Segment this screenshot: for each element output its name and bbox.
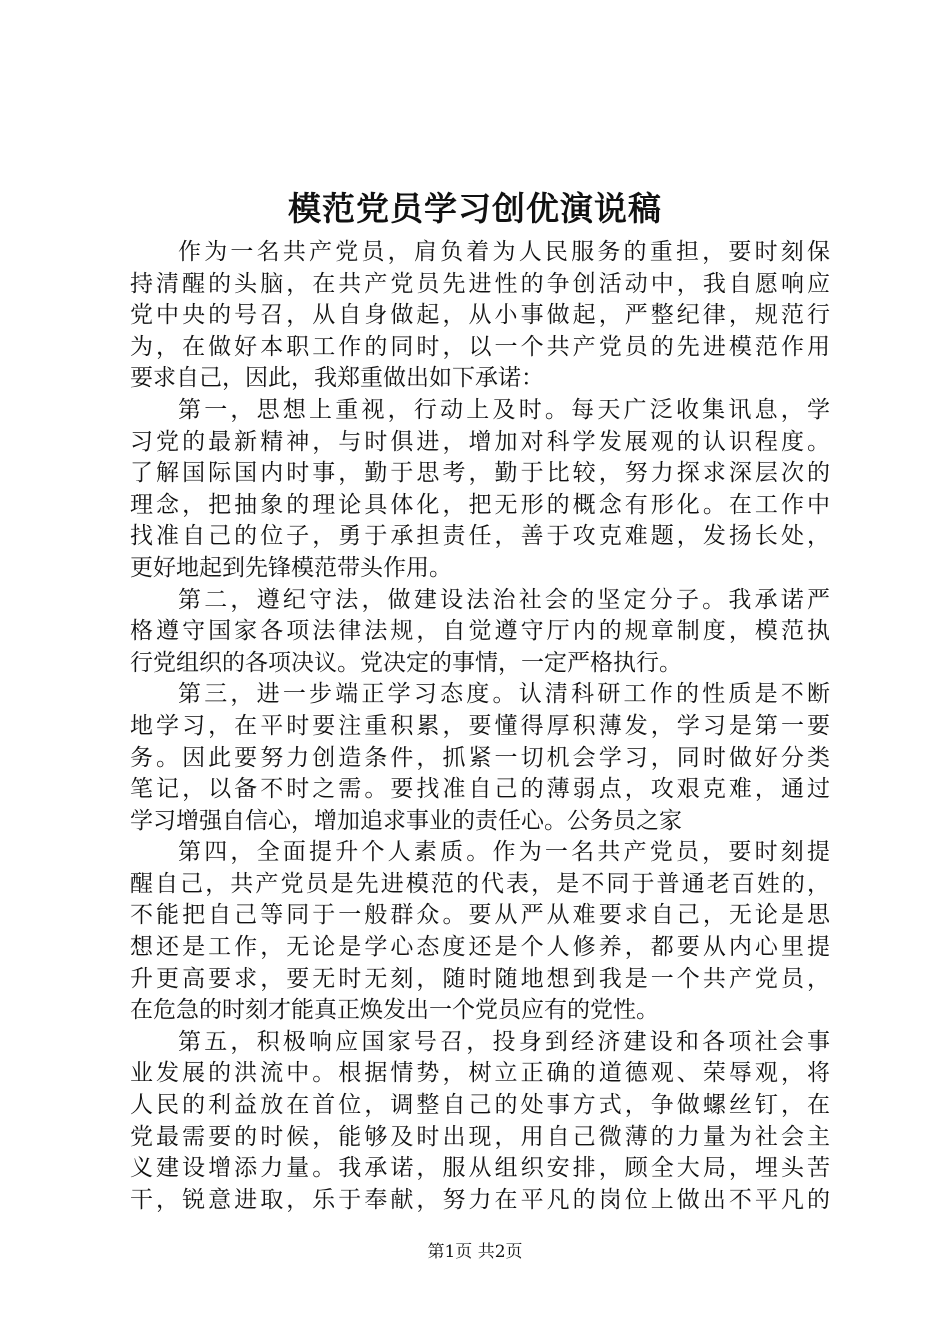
text-line: 人民的利益放在首位，调整自己的处事方式，争做螺丝钉，在: [130, 1092, 830, 1119]
text-line: 学习增强自信心，增加追求事业的责任心。公务员之家: [130, 807, 682, 834]
text-line: 第一，思想上重视，行动上及时。每天广泛收集讯息，学: [178, 396, 830, 423]
text-line: 想还是工作，无论是学心态度还是个人修养，都要从内心里提: [130, 934, 830, 961]
document-body: [130, 237, 830, 1216]
text-line: 地学习，在平时要注重积累，要懂得厚积薄发，学习是第一要: [130, 712, 830, 739]
paragraph-6: [130, 1027, 830, 1217]
text-line: 为，在做好本职工作的同时，以一个共产党员的先进模范作用: [130, 333, 830, 360]
paragraph-3: [130, 585, 830, 680]
text-line: 要求自己，因此，我郑重做出如下承诺：: [130, 365, 544, 392]
text-line: 格遵守国家各项法律法规，自觉遵守厅内的规章制度，模范执: [130, 618, 830, 645]
paragraph-4: [130, 679, 830, 837]
text-line: 行党组织的各项决议。党决定的事情，一定严格执行。: [130, 649, 682, 676]
text-line: 干，锐意进取，乐于奉献，努力在平凡的岗位上做出不平凡的: [130, 1186, 830, 1213]
text-line: 第三，进一步端正学习态度。认清科研工作的性质是不断: [178, 681, 830, 708]
text-line: 党最需要的时候，能够及时出现，用自己微薄的力量为社会主: [130, 1123, 830, 1150]
text-line: 义建设增添力量。我承诺，服从组织安排，顾全大局，埋头苦: [130, 1155, 830, 1182]
text-line: 了解国际国内时事，勤于思考，勤于比较，努力探求深层次的: [130, 460, 830, 487]
text-line: 党中央的号召，从自身做起，从小事做起，严整纪律，规范行: [130, 302, 830, 329]
text-line: 不能把自己等同于一般群众。要从严从难要求自己，无论是思: [130, 902, 830, 929]
paragraph-1: [130, 237, 830, 395]
text-line: 务。因此要努力创造条件，抓紧一切机会学习，同时做好分类: [130, 744, 830, 771]
text-line: 升更高要求，要无时无刻，随时随地想到我是一个共产党员，: [130, 965, 830, 992]
page-number: 第1页 共2页: [427, 1242, 523, 1262]
text-line: 业发展的洪流中。根据情势，树立正确的道德观、荣辱观，将: [130, 1060, 830, 1087]
text-line: 第五，积极响应国家号召，投身到经济建设和各项社会事: [178, 1028, 830, 1055]
text-line: 醒自己，共产党员是先进模范的代表，是不同于普通老百姓的，: [130, 870, 830, 897]
text-line: 找准自己的位子，勇于承担责任，善于攻克难题，发扬长处，: [130, 523, 830, 550]
document-title: 模范党员学习创优演说稿: [288, 189, 662, 228]
text-line: 作为一名共产党员，肩负着为人民服务的重担，要时刻保: [178, 239, 830, 265]
text-line: 持清醒的头脑，在共产党员先进性的争创活动中，我自愿响应: [130, 270, 830, 297]
text-line: 习党的最新精神，与时俱进，增加对科学发展观的认识程度。: [130, 428, 830, 455]
text-line: 在危急的时刻才能真正焕发出一个党员应有的党性。: [130, 997, 659, 1024]
paragraph-5: [130, 837, 830, 1027]
text-line: 第二，遵纪守法，做建设法治社会的坚定分子。我承诺严: [178, 586, 830, 613]
paragraph-2: [130, 395, 830, 585]
text-line: 笔记，以备不时之需。要找准自己的薄弱点，攻艰克难，通过: [130, 776, 830, 803]
text-line: 更好地起到先锋模范带头作用。: [130, 554, 452, 581]
text-line: 第四，全面提升个人素质。作为一名共产党员，要时刻提: [178, 839, 830, 866]
text-line: 理念，把抽象的理论具体化，把无形的概念有形化。在工作中: [130, 491, 830, 518]
